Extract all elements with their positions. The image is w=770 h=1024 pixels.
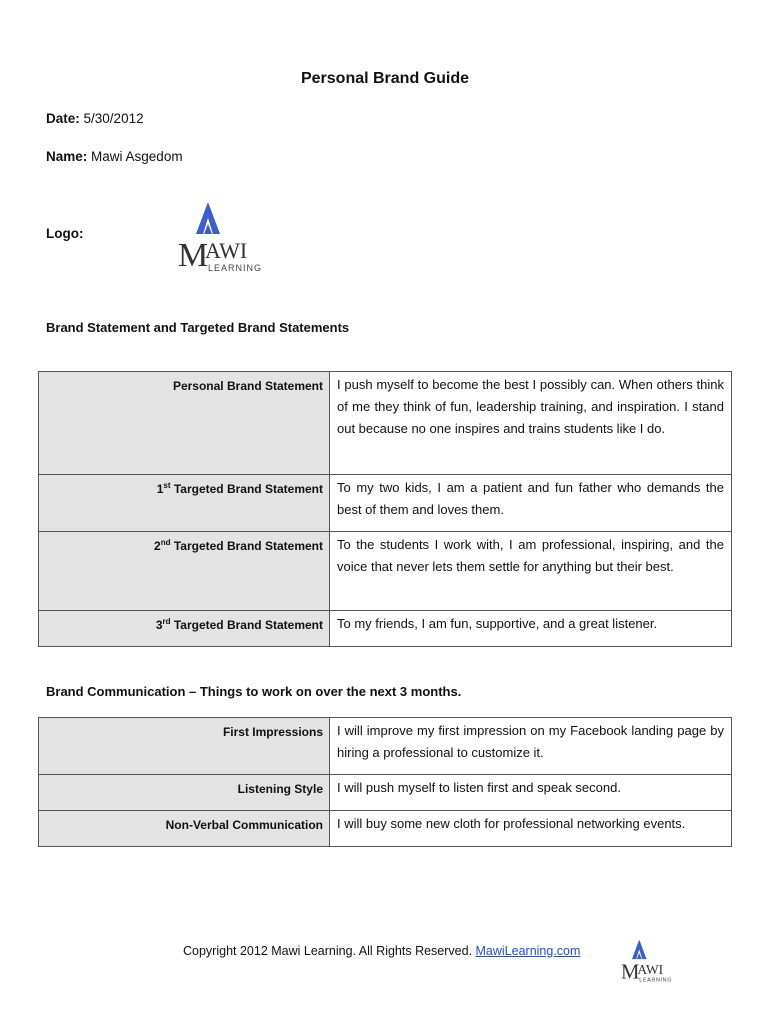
name-field bbox=[46, 149, 183, 164]
brand-communication-table bbox=[38, 717, 732, 847]
mawi-learning-logo bbox=[178, 196, 270, 278]
table-row bbox=[39, 811, 732, 847]
row-value: To the students I work with, I am professional, inspiring, and the voice that never lets them settle for anything but their best. bbox=[330, 532, 732, 611]
svg-text:AWI: AWI bbox=[637, 961, 664, 977]
row-label: 3rd Targeted Brand Statement bbox=[39, 611, 330, 647]
row-label: Listening Style bbox=[39, 775, 330, 811]
table-row bbox=[39, 718, 732, 775]
row-label: Non-Verbal Communication bbox=[39, 811, 330, 847]
table-row bbox=[39, 775, 732, 811]
logo-label: Logo: bbox=[46, 226, 84, 241]
name-value: Mawi Asgedom bbox=[91, 149, 183, 164]
document-title: Personal Brand Guide bbox=[300, 70, 470, 87]
brand-statements-heading: Brand Statement and Targeted Brand Statements bbox=[46, 320, 350, 335]
row-value: To my friends, I am fun, supportive, and a great listener. bbox=[330, 611, 732, 647]
row-value: I will push myself to listen first and speak second. bbox=[330, 775, 732, 811]
footer bbox=[183, 944, 580, 958]
svg-text:M: M bbox=[620, 961, 640, 984]
logo-initial: M bbox=[178, 237, 209, 274]
table-row bbox=[39, 611, 732, 647]
table-row bbox=[39, 372, 732, 475]
name-label: Name: bbox=[46, 149, 88, 164]
row-value: I will buy some new cloth for professional networking events. bbox=[330, 811, 732, 847]
footer-logo bbox=[620, 936, 678, 986]
brand-communication-heading: Brand Communication – Things to work on over the next 3 months. bbox=[46, 684, 462, 699]
table-row bbox=[39, 475, 732, 532]
row-label: First Impressions bbox=[39, 718, 330, 775]
row-label: 2nd Targeted Brand Statement bbox=[39, 532, 330, 611]
logo-tagline: LEARNING bbox=[208, 263, 263, 273]
brand-statements-table bbox=[38, 371, 732, 647]
date-field bbox=[46, 111, 144, 126]
row-value: To my two kids, I am a patient and fun father who demands the best of them and loves them. bbox=[330, 475, 732, 532]
row-value: I push myself to become the best I possibly can. When others think of me they think of fun, leadership training, and inspiration. I stand out because no one inspires and trains students like I do. bbox=[330, 372, 732, 475]
row-label: Personal Brand Statement bbox=[39, 372, 330, 475]
row-value: I will improve my first impression on my Facebook landing page by hiring a professional to customize it. bbox=[330, 718, 732, 775]
copyright-text: Copyright 2012 Mawi Learning. All Rights Reserved. bbox=[183, 944, 476, 958]
row-label: 1st Targeted Brand Statement bbox=[39, 475, 330, 532]
website-link[interactable]: MawiLearning.com bbox=[475, 944, 581, 958]
table-row bbox=[39, 532, 732, 611]
date-label: Date: bbox=[46, 111, 80, 126]
logo-wordmark: AWI bbox=[205, 238, 248, 263]
svg-text:LEARNING: LEARNING bbox=[639, 977, 673, 984]
date-value: 5/30/2012 bbox=[83, 111, 144, 126]
